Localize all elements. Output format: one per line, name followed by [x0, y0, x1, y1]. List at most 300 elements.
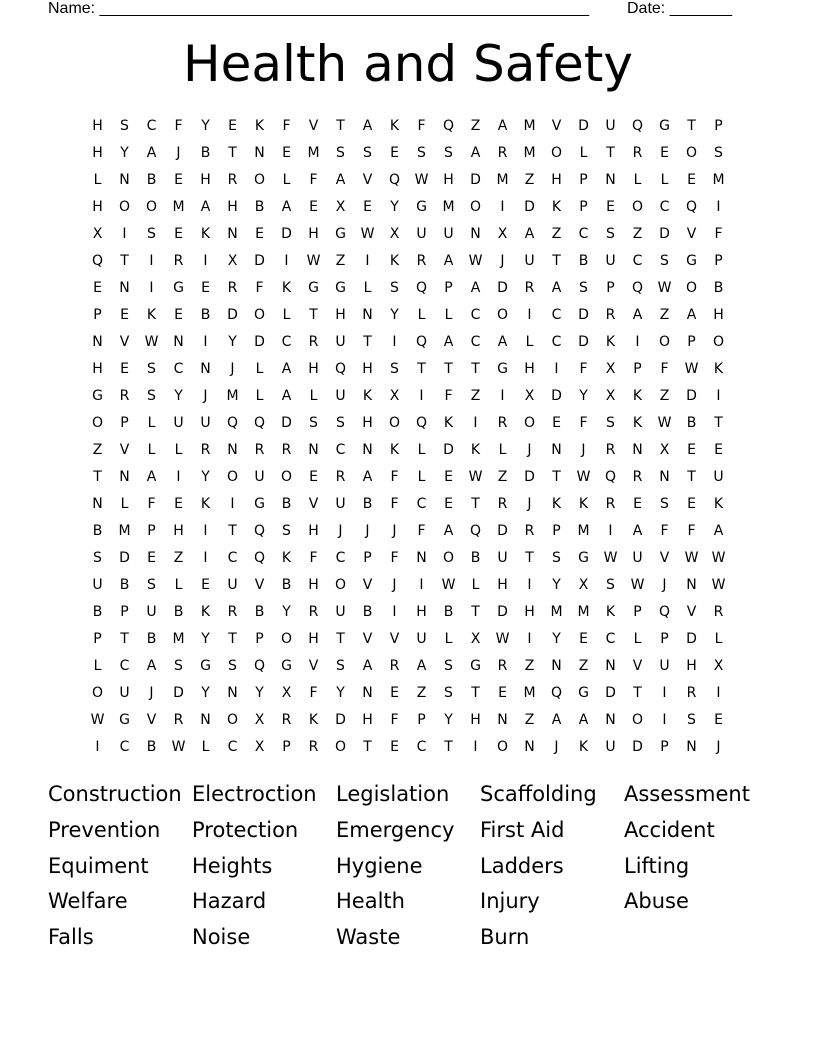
grid-letter: T	[687, 469, 696, 485]
grid-letter: S	[120, 118, 129, 134]
grid-letter: I	[662, 685, 667, 701]
grid-letter: W	[684, 361, 699, 377]
grid-letter: E	[579, 631, 588, 647]
grid-letter: R	[416, 253, 427, 269]
grid-row	[84, 167, 732, 194]
grid-letter: P	[714, 118, 723, 134]
grid-letter: S	[309, 415, 318, 431]
grid-letter: N	[308, 442, 319, 458]
grid-letter: U	[605, 739, 616, 755]
grid-letter: E	[606, 199, 615, 215]
grid-letter: H	[335, 307, 346, 323]
grid-letter: X	[254, 712, 265, 728]
grid-letter: S	[93, 550, 102, 566]
grid-letter: A	[281, 361, 292, 377]
grid-letter: C	[578, 226, 589, 242]
word-list-item: Prevention	[48, 817, 161, 842]
grid-letter: V	[146, 712, 157, 728]
grid-letter: U	[416, 631, 427, 647]
grid-letter: H	[173, 523, 184, 539]
grid-letter: G	[578, 550, 589, 566]
grid-letter: F	[309, 550, 318, 566]
grid-letter: H	[308, 577, 319, 593]
grid-letter: N	[119, 172, 130, 188]
grid-letter: K	[389, 253, 400, 269]
grid-letter: E	[687, 172, 696, 188]
grid-letter: K	[470, 442, 481, 458]
grid-letter: H	[308, 226, 319, 242]
grid-letter: K	[281, 550, 292, 566]
grid-letter: P	[93, 631, 102, 647]
grid-letter: F	[390, 550, 399, 566]
grid-letter: R	[254, 442, 265, 458]
grid-letter: B	[146, 172, 157, 188]
grid-letter: W	[630, 577, 645, 593]
grid-letter: O	[523, 415, 536, 431]
grid-letter: K	[254, 118, 265, 134]
grid-letter: W	[468, 253, 483, 269]
grid-letter: C	[659, 199, 670, 215]
grid-letter: X	[713, 658, 724, 674]
grid-letter: X	[578, 577, 589, 593]
grid-letter: T	[120, 631, 129, 647]
grid-letter: A	[362, 658, 373, 674]
grid-letter: N	[551, 442, 562, 458]
grid-letter: M	[307, 145, 320, 161]
grid-letter: W	[711, 577, 726, 593]
grid-letter: P	[579, 172, 588, 188]
grid-letter: L	[471, 577, 480, 593]
grid-letter: O	[334, 577, 347, 593]
grid-letter: C	[551, 307, 562, 323]
grid-letter: H	[308, 631, 319, 647]
grid-letter: D	[254, 334, 265, 350]
grid-letter: L	[147, 442, 156, 458]
grid-letter: D	[578, 118, 589, 134]
grid-letter: Z	[524, 658, 535, 674]
grid-letter: G	[335, 280, 346, 296]
grid-letter: M	[118, 523, 131, 539]
grid-letter: E	[633, 496, 642, 512]
grid-letter: D	[578, 334, 589, 350]
grid-letter: Q	[631, 118, 644, 134]
grid-letter: O	[226, 712, 239, 728]
grid-row	[84, 302, 732, 329]
grid-letter: V	[362, 172, 373, 188]
grid-letter: R	[227, 280, 238, 296]
grid-letter: E	[390, 145, 399, 161]
grid-letter: W	[711, 550, 726, 566]
grid-letter: L	[633, 631, 642, 647]
grid-letter: E	[255, 226, 264, 242]
grid-letter: D	[227, 307, 238, 323]
grid-letter: W	[657, 415, 672, 431]
grid-letter: W	[576, 469, 591, 485]
word-list-item: Construction	[48, 782, 182, 806]
grid-letter: I	[527, 631, 532, 647]
word-list-item: Scaffolding	[480, 782, 597, 806]
grid-letter: K	[281, 280, 292, 296]
grid-letter: C	[632, 253, 643, 269]
grid-letter: G	[686, 253, 697, 269]
grid-letter: S	[606, 577, 615, 593]
grid-letter: O	[685, 145, 698, 161]
grid-letter: D	[497, 523, 508, 539]
grid-letter: H	[92, 199, 103, 215]
grid-row	[84, 383, 732, 410]
grid-letter: E	[147, 550, 156, 566]
grid-letter: E	[228, 118, 237, 134]
grid-row	[84, 626, 732, 653]
grid-letter: D	[524, 199, 535, 215]
grid-letter: K	[632, 388, 643, 404]
grid-letter: S	[282, 523, 291, 539]
grid-letter: A	[146, 469, 157, 485]
grid-letter: A	[443, 523, 454, 539]
grid-letter: F	[660, 361, 669, 377]
word-list-item: Health	[336, 889, 405, 914]
grid-letter: E	[687, 496, 696, 512]
grid-letter: S	[444, 658, 453, 674]
grid-letter: W	[657, 280, 672, 296]
grid-letter: E	[309, 469, 318, 485]
grid-letter: T	[552, 469, 561, 485]
grid-letter: J	[392, 523, 397, 539]
grid-letter: R	[281, 442, 292, 458]
grid-letter: K	[578, 739, 589, 755]
grid-letter: J	[392, 577, 397, 593]
grid-letter: C	[470, 334, 481, 350]
grid-letter: G	[173, 280, 184, 296]
grid-letter: A	[497, 118, 508, 134]
grid-letter: B	[119, 577, 130, 593]
grid-letter: P	[282, 739, 291, 755]
grid-letter: P	[687, 334, 696, 350]
grid-letter: H	[308, 523, 319, 539]
grid-letter: F	[390, 712, 399, 728]
grid-letter: K	[362, 388, 373, 404]
grid-letter: K	[200, 496, 211, 512]
grid-letter: H	[470, 712, 481, 728]
grid-letter: T	[444, 739, 453, 755]
grid-letter: L	[417, 307, 426, 323]
grid-letter: G	[470, 658, 481, 674]
grid-letter: S	[444, 685, 453, 701]
grid-letter: M	[172, 631, 185, 647]
grid-letter: X	[605, 361, 616, 377]
grid-letter: A	[632, 307, 643, 323]
grid-letter: D	[281, 415, 292, 431]
grid-letter: U	[92, 577, 103, 593]
grid-letter: Y	[174, 388, 183, 404]
grid-letter: L	[525, 334, 534, 350]
grid-letter: K	[308, 712, 319, 728]
grid-letter: X	[524, 388, 535, 404]
grid-letter: I	[149, 253, 154, 269]
grid-letter: F	[579, 361, 588, 377]
grid-letter: F	[147, 496, 156, 512]
grid-letter: X	[335, 199, 346, 215]
grid-letter: V	[119, 334, 130, 350]
grid-letter: F	[687, 523, 696, 539]
grid-letter: M	[496, 172, 509, 188]
word-list-item: Ladders	[480, 853, 564, 878]
grid-letter: U	[254, 469, 265, 485]
grid-letter: A	[443, 334, 454, 350]
word-list-item: Electroction	[192, 782, 317, 806]
grid-letter: A	[497, 334, 508, 350]
grid-letter: T	[633, 685, 642, 701]
grid-letter: S	[363, 145, 372, 161]
grid-letter: Q	[442, 118, 455, 134]
grid-row	[84, 437, 732, 464]
grid-letter: L	[633, 172, 642, 188]
grid-letter: O	[496, 307, 509, 323]
grid-letter: T	[471, 496, 480, 512]
grid-letter: T	[606, 145, 615, 161]
grid-letter: Z	[470, 118, 481, 134]
grid-letter: L	[120, 496, 129, 512]
grid-letter: K	[713, 496, 724, 512]
grid-letter: Q	[415, 280, 428, 296]
grid-letter: C	[470, 307, 481, 323]
grid-row	[84, 248, 732, 275]
grid-letter: L	[498, 442, 507, 458]
grid-letter: S	[147, 577, 156, 593]
grid-letter: P	[552, 523, 561, 539]
grid-letter: T	[228, 523, 237, 539]
grid-letter: G	[308, 280, 319, 296]
grid-letter: K	[551, 199, 562, 215]
grid-letter: W	[603, 550, 618, 566]
grid-letter: H	[551, 172, 562, 188]
grid-letter: K	[632, 415, 643, 431]
grid-letter: F	[282, 118, 291, 134]
grid-letter: C	[335, 550, 346, 566]
grid-letter: N	[227, 226, 238, 242]
grid-letter: T	[228, 631, 237, 647]
grid-letter: X	[92, 226, 103, 242]
grid-letter: M	[523, 118, 536, 134]
word-list-item: Welfare	[48, 889, 128, 914]
grid-letter: U	[659, 658, 670, 674]
grid-letter: U	[605, 118, 616, 134]
grid-letter: V	[308, 496, 319, 512]
grid-letter: R	[308, 334, 319, 350]
grid-letter: T	[336, 118, 345, 134]
grid-letter: Z	[578, 658, 589, 674]
grid-letter: L	[660, 172, 669, 188]
grid-letter: K	[389, 118, 400, 134]
grid-letter: M	[523, 685, 536, 701]
grid-letter: O	[469, 199, 482, 215]
grid-letter: B	[362, 496, 373, 512]
word-list-item: Burn	[480, 925, 530, 950]
grid-letter: Q	[415, 334, 428, 350]
word-list-item: Heights	[192, 853, 273, 878]
grid-letter: S	[336, 415, 345, 431]
grid-letter: J	[338, 523, 343, 539]
grid-letter: R	[200, 442, 211, 458]
grid-letter: W	[441, 577, 456, 593]
grid-letter: L	[363, 280, 372, 296]
grid-letter: M	[523, 145, 536, 161]
grid-row	[84, 194, 732, 221]
grid-letter: H	[227, 199, 238, 215]
grid-letter: N	[362, 307, 373, 323]
grid-letter: K	[200, 604, 211, 620]
grid-letter: P	[606, 280, 615, 296]
grid-letter: Z	[632, 226, 643, 242]
grid-letter: S	[660, 496, 669, 512]
grid-letter: M	[577, 604, 590, 620]
grid-letter: C	[551, 334, 562, 350]
grid-letter: I	[635, 334, 640, 350]
grid-row	[84, 329, 732, 356]
grid-row	[84, 707, 732, 734]
date-field-label: Date: _______	[627, 0, 732, 17]
grid-letter: J	[527, 496, 532, 512]
grid-letter: W	[360, 226, 375, 242]
grid-letter: P	[120, 604, 129, 620]
grid-row	[84, 545, 732, 572]
grid-letter: R	[119, 388, 130, 404]
grid-row	[84, 599, 732, 626]
grid-letter: B	[200, 145, 211, 161]
grid-letter: G	[254, 496, 265, 512]
grid-letter: G	[659, 118, 670, 134]
grid-letter: J	[500, 253, 505, 269]
grid-letter: D	[632, 739, 643, 755]
grid-letter: S	[336, 658, 345, 674]
grid-letter: P	[633, 604, 642, 620]
grid-letter: T	[471, 361, 480, 377]
grid-letter: F	[390, 469, 399, 485]
grid-letter: L	[93, 658, 102, 674]
grid-letter: J	[149, 685, 154, 701]
grid-letter: S	[687, 712, 696, 728]
grid-letter: D	[524, 469, 535, 485]
grid-letter: N	[497, 712, 508, 728]
grid-letter: Y	[201, 631, 210, 647]
grid-letter: D	[173, 685, 184, 701]
grid-letter: E	[201, 577, 210, 593]
grid-letter: V	[686, 604, 697, 620]
grid-letter: P	[417, 712, 426, 728]
grid-letter: X	[281, 685, 292, 701]
grid-letter: R	[524, 523, 535, 539]
grid-letter: G	[497, 361, 508, 377]
grid-letter: B	[200, 307, 211, 323]
grid-letter: E	[390, 739, 399, 755]
grid-letter: T	[471, 604, 480, 620]
grid-letter: T	[417, 361, 426, 377]
grid-letter: A	[578, 712, 589, 728]
grid-letter: A	[416, 658, 427, 674]
grid-letter: U	[200, 415, 211, 431]
grid-letter: N	[551, 658, 562, 674]
grid-letter: H	[308, 361, 319, 377]
grid-letter: T	[471, 685, 480, 701]
grid-letter: F	[390, 496, 399, 512]
grid-letter: A	[632, 523, 643, 539]
grid-letter: P	[147, 523, 156, 539]
word-list-item: Waste	[336, 925, 401, 950]
grid-letter: R	[524, 280, 535, 296]
grid-letter: D	[686, 631, 697, 647]
grid-letter: B	[254, 604, 265, 620]
grid-letter: R	[605, 496, 616, 512]
grid-letter: T	[552, 253, 561, 269]
grid-letter: O	[253, 172, 266, 188]
grid-letter: H	[92, 361, 103, 377]
grid-letter: N	[119, 469, 130, 485]
grid-letter: Y	[552, 631, 561, 647]
grid-letter: H	[524, 361, 535, 377]
grid-letter: E	[93, 280, 102, 296]
grid-letter: S	[579, 280, 588, 296]
grid-letter: I	[473, 415, 478, 431]
grid-letter: U	[335, 604, 346, 620]
grid-letter: T	[309, 307, 318, 323]
grid-letter: R	[686, 685, 697, 701]
grid-letter: I	[284, 253, 289, 269]
grid-letter: I	[500, 388, 505, 404]
header	[48, 0, 748, 18]
grid-letter: K	[578, 496, 589, 512]
grid-letter: J	[365, 523, 370, 539]
word-search-grid	[84, 113, 732, 761]
grid-letter: Z	[524, 172, 535, 188]
grid-letter: L	[255, 388, 264, 404]
grid-letter: N	[173, 334, 184, 350]
grid-letter: B	[281, 577, 292, 593]
grid-letter: O	[226, 469, 239, 485]
grid-letter: I	[392, 334, 397, 350]
grid-letter: B	[92, 523, 103, 539]
grid-letter: Z	[92, 442, 103, 458]
grid-row	[84, 572, 732, 599]
grid-letter: D	[659, 226, 670, 242]
grid-letter: L	[174, 577, 183, 593]
grid-letter: M	[550, 604, 563, 620]
grid-letter: E	[174, 496, 183, 512]
grid-letter: S	[390, 280, 399, 296]
grid-letter: C	[416, 496, 427, 512]
grid-letter: G	[416, 199, 427, 215]
grid-letter: N	[416, 550, 427, 566]
grid-letter: M	[226, 388, 239, 404]
grid-letter: L	[93, 172, 102, 188]
grid-letter: I	[716, 388, 721, 404]
grid-letter: Y	[444, 712, 453, 728]
grid-letter: J	[527, 442, 532, 458]
grid-letter: C	[119, 658, 130, 674]
grid-letter: D	[578, 307, 589, 323]
word-list-item: Hazard	[192, 889, 267, 914]
grid-letter: C	[173, 361, 184, 377]
grid-letter: L	[417, 469, 426, 485]
grid-letter: E	[174, 226, 183, 242]
grid-letter: J	[230, 361, 235, 377]
grid-letter: W	[306, 253, 321, 269]
grid-row	[84, 518, 732, 545]
grid-letter: O	[145, 199, 158, 215]
grid-letter: V	[119, 442, 130, 458]
grid-letter: Y	[201, 118, 210, 134]
grid-letter: Q	[604, 469, 617, 485]
grid-letter: T	[228, 145, 237, 161]
